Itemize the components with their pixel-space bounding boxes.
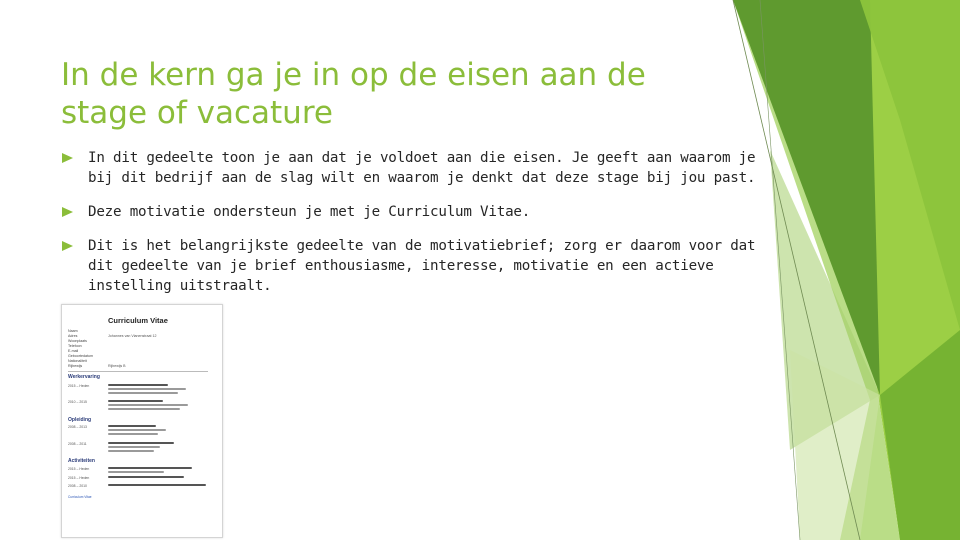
cv-field-label: Nationaliteit	[68, 359, 87, 363]
cv-entry-date: 2015 – Heden	[68, 384, 90, 388]
cv-text-line	[108, 433, 158, 435]
cv-personal-row	[68, 364, 218, 370]
cv-title: Curriculum Vitae	[108, 316, 168, 325]
cv-entry-date: 2008 – 2011	[68, 442, 87, 446]
cv-divider	[68, 371, 208, 372]
bullet-item	[62, 202, 770, 222]
triangle-bullet-icon	[62, 153, 73, 163]
cv-text-line	[108, 400, 163, 402]
cv-footer	[68, 495, 92, 499]
cv-footer-link: Curriculum Vitae	[68, 495, 92, 499]
cv-text-line	[108, 471, 164, 473]
cv-entry-date: 2010 – 2015	[68, 400, 87, 404]
cv-field-label: Rijbewijs	[68, 364, 83, 368]
cv-entry	[68, 400, 218, 410]
cv-field-label: Woonplaats	[68, 339, 87, 343]
cv-text-line	[108, 404, 188, 406]
cv-field-label: Telefoon	[68, 344, 82, 348]
cv-section-heading: Activiteiten	[68, 458, 95, 464]
cv-text-line	[108, 392, 178, 394]
cv-text-line	[108, 476, 184, 478]
bullet-list	[62, 148, 770, 310]
cv-text-line	[108, 450, 154, 452]
cv-entry-date: 2015 – Heden	[68, 476, 90, 480]
cv-field-label: E-mail	[68, 349, 79, 353]
cv-section-heading: Opleiding	[68, 417, 92, 423]
cv-entry	[68, 484, 218, 494]
triangle-bullet-icon	[62, 207, 73, 217]
cv-text-line	[108, 384, 168, 386]
cv-text-line	[108, 425, 156, 427]
bullet-item	[62, 148, 770, 188]
triangle-bullet-icon	[62, 241, 73, 251]
cv-field-value: Rijbewijs B	[108, 364, 126, 368]
cv-thumbnail	[61, 304, 223, 538]
cv-field-value: Johannes van Vianenstraat 12	[108, 334, 157, 338]
cv-entry	[68, 384, 218, 394]
bullet-text: Deze motivatie ondersteun je met je Curriculum Vitae.	[88, 204, 531, 220]
bullet-item	[62, 236, 770, 296]
cv-text-line	[108, 446, 160, 448]
cv-field-label: Geboortedatum	[68, 354, 93, 358]
cv-field-label: Naam	[68, 329, 78, 333]
cv-entry	[68, 442, 218, 452]
bullet-text: Dit is het belangrijkste gedeelte van de motivatiebrief; zorg er daarom voor dat dit gedeelte van je brief enthousiasme, interesse, motivatie en een actieve instelling uitstraalt.	[88, 238, 756, 294]
cv-section-heading: Werkervaring	[68, 374, 100, 380]
cv-text-line	[108, 467, 192, 469]
cv-text-line	[108, 388, 186, 390]
cv-text-line	[108, 442, 174, 444]
cv-entry-date: 2015 – Heden	[68, 467, 90, 471]
cv-text-line	[108, 429, 166, 431]
cv-text-line	[108, 484, 206, 486]
cv-entry	[68, 425, 218, 435]
slide-title: In de kern ga je in op de eisen aan de stage of vacature	[61, 57, 646, 131]
cv-entry-date: 2008 – 2013	[68, 425, 87, 429]
bullet-text: In dit gedeelte toon je aan dat je voldoet aan die eisen. Je geeft aan waarom je bij dit bedrijf aan de slag wilt en waarom je denkt dat deze stage bij jou past.	[88, 150, 756, 186]
cv-field-label: Adres	[68, 334, 78, 338]
cv-text-line	[108, 408, 180, 410]
cv-entry-date: 2008 – 2010	[68, 484, 87, 488]
